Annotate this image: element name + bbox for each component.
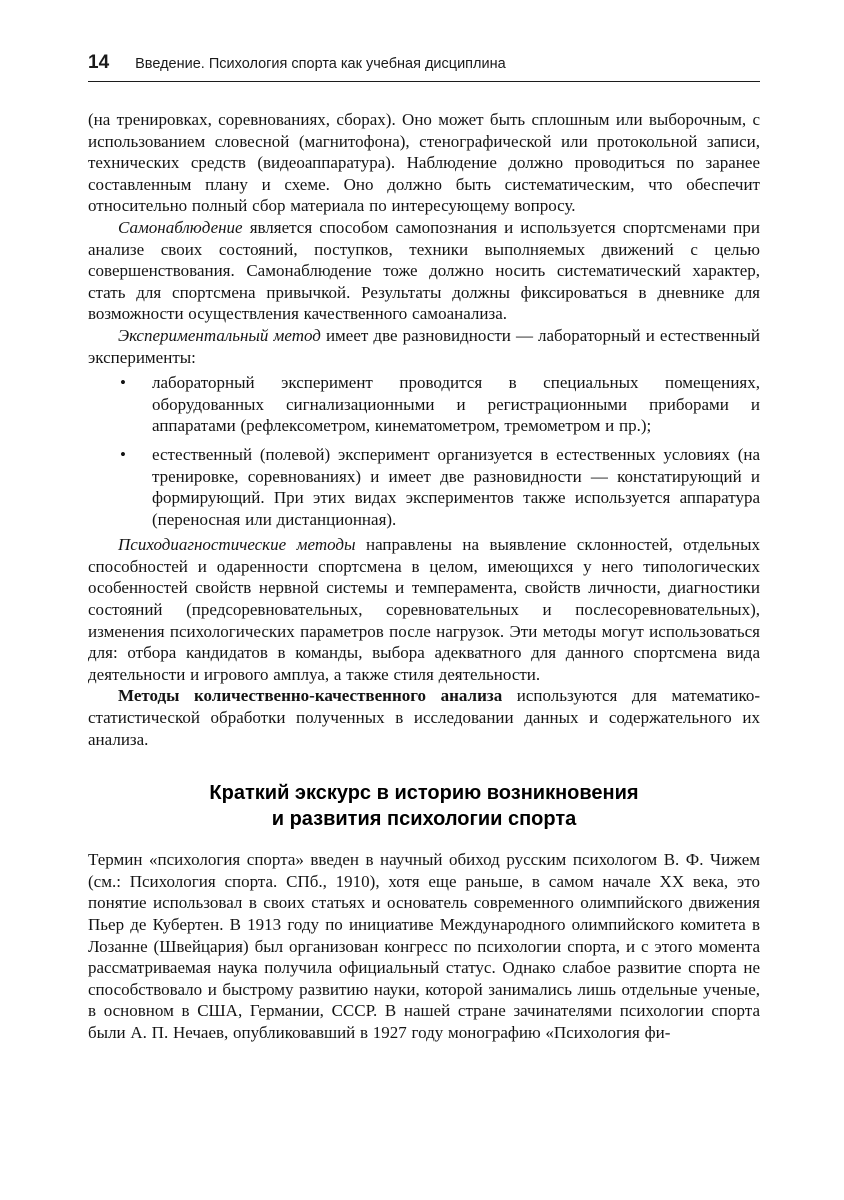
section-heading [88, 780, 760, 832]
list-item-field-experiment [152, 444, 760, 530]
experiment-types-list [88, 372, 760, 530]
paragraph-self-observation [88, 217, 760, 325]
chapter-title: Введение. Психология спорта как учебная дисциплина [135, 56, 506, 72]
term-self-observation: Самонаблюдение [118, 217, 243, 237]
page-number: 14 [88, 52, 110, 73]
paragraph-text: направлены на выявление склонностей, отдельных способностей и одаренности спортсмена в целом, имеющихся у него типологических особенностей свойств нервной системы и темперамента, свойств личности, диагностики состояний (предсоревновательных, соревновательных и послесоревновательных), изменения психологических параметров после нагрузок. Эти методы могут использоваться для: отбора кандидатов в команды, выбора адекватного для данного спортсмена вида деятельности и игрового амплуа, а также стиля деятельности. [88, 535, 760, 684]
paragraph-text: (на тренировках, соревнованиях, сборах). Оно может быть сплошным или выборочным, с использованием словесной (магнитофона), стенографической или протокольной записи, технических средств (видеоаппаратура). Наблюдение должно проводиться по заранее составленным плану и схеме. Оно должно быть систематическим, что обеспечит относительно полный сбор материала по интересующему вопросу. [88, 110, 760, 216]
section-heading-line-2: и развития психологии спорта [271, 808, 577, 831]
header-rule [88, 81, 760, 82]
term-quantitative-qualitative-analysis: Методы количественно-качественного анализа [118, 686, 503, 706]
running-header [88, 52, 760, 74]
paragraph-history [88, 849, 760, 1043]
paragraph-psychodiagnostic-methods [88, 534, 760, 685]
list-item-laboratory-experiment [152, 372, 760, 437]
page-body [88, 109, 760, 1044]
list-item-text: естественный (полевой) эксперимент организуется в естественных условиях (на тренировке, соревнованиях) и имеет две разновидности — констатирующий и формирующий. При этих видах экспериментов также используется аппаратура (переносная или дистанционная). [152, 444, 760, 529]
paragraph-text: имеет две разновидности — лабораторный и естественный эксперименты: [88, 325, 760, 367]
section-heading-line-1: Краткий экскурс в историю возникновения [209, 782, 639, 805]
list-item-text: лабораторный эксперимент проводится в специальных помещениях, оборудованных сигнализационными и регистрационными приборами и аппаратами (рефлексометром, кинематометром, тремометром и пр.); [152, 373, 760, 436]
paragraph-quantitative-analysis [88, 685, 760, 750]
term-psychodiagnostic-methods: Психодиагностические методы [118, 535, 356, 555]
paragraph-experimental-method [88, 325, 760, 368]
paragraph-text: используются для математико-статистической обработки полученных в исследовании данных и содержательного их анализа. [88, 686, 760, 749]
paragraph-observation [88, 109, 760, 217]
paragraph-text: является способом самопознания и используется спортсменами при анализе своих состояний, поступков, техники выполняемых движений с целью совершенствования. Самонаблюдение тоже должно носить систематический характер, стать для спортсмена привычкой. Результаты должны фиксироваться в дневнике для возможности осуществления качественного самоанализа. [88, 217, 760, 324]
paragraph-text: Термин «психология спорта» введен в научный обиход русским психологом В. Ф. Чижем (см.: Психология спорта. СПб., 1910), хотя еще раньше, в самом начале XX века, это понятие использовал в своих статьях и основатель современного олимпийского движения Пьер де Кубертен. В 1913 году по инициативе Международного олимпийского комитета в Лозанне (Швейцария) был организован конгресс по психологии спорта, и с этого момента рассматриваемая наука получила официальный статус. Однако слабое развитие спорта не способствовало и быстрому развитию науки, которой занимались лишь отдельные ученые, в основном в США, Германии, СССР. В нашей стране зачинателями психологии спорта были А. П. Нечаев, опубликовавший в 1927 году монографию «Психология фи- [88, 850, 760, 1042]
term-experimental-method: Экспериментальный метод [118, 325, 321, 345]
